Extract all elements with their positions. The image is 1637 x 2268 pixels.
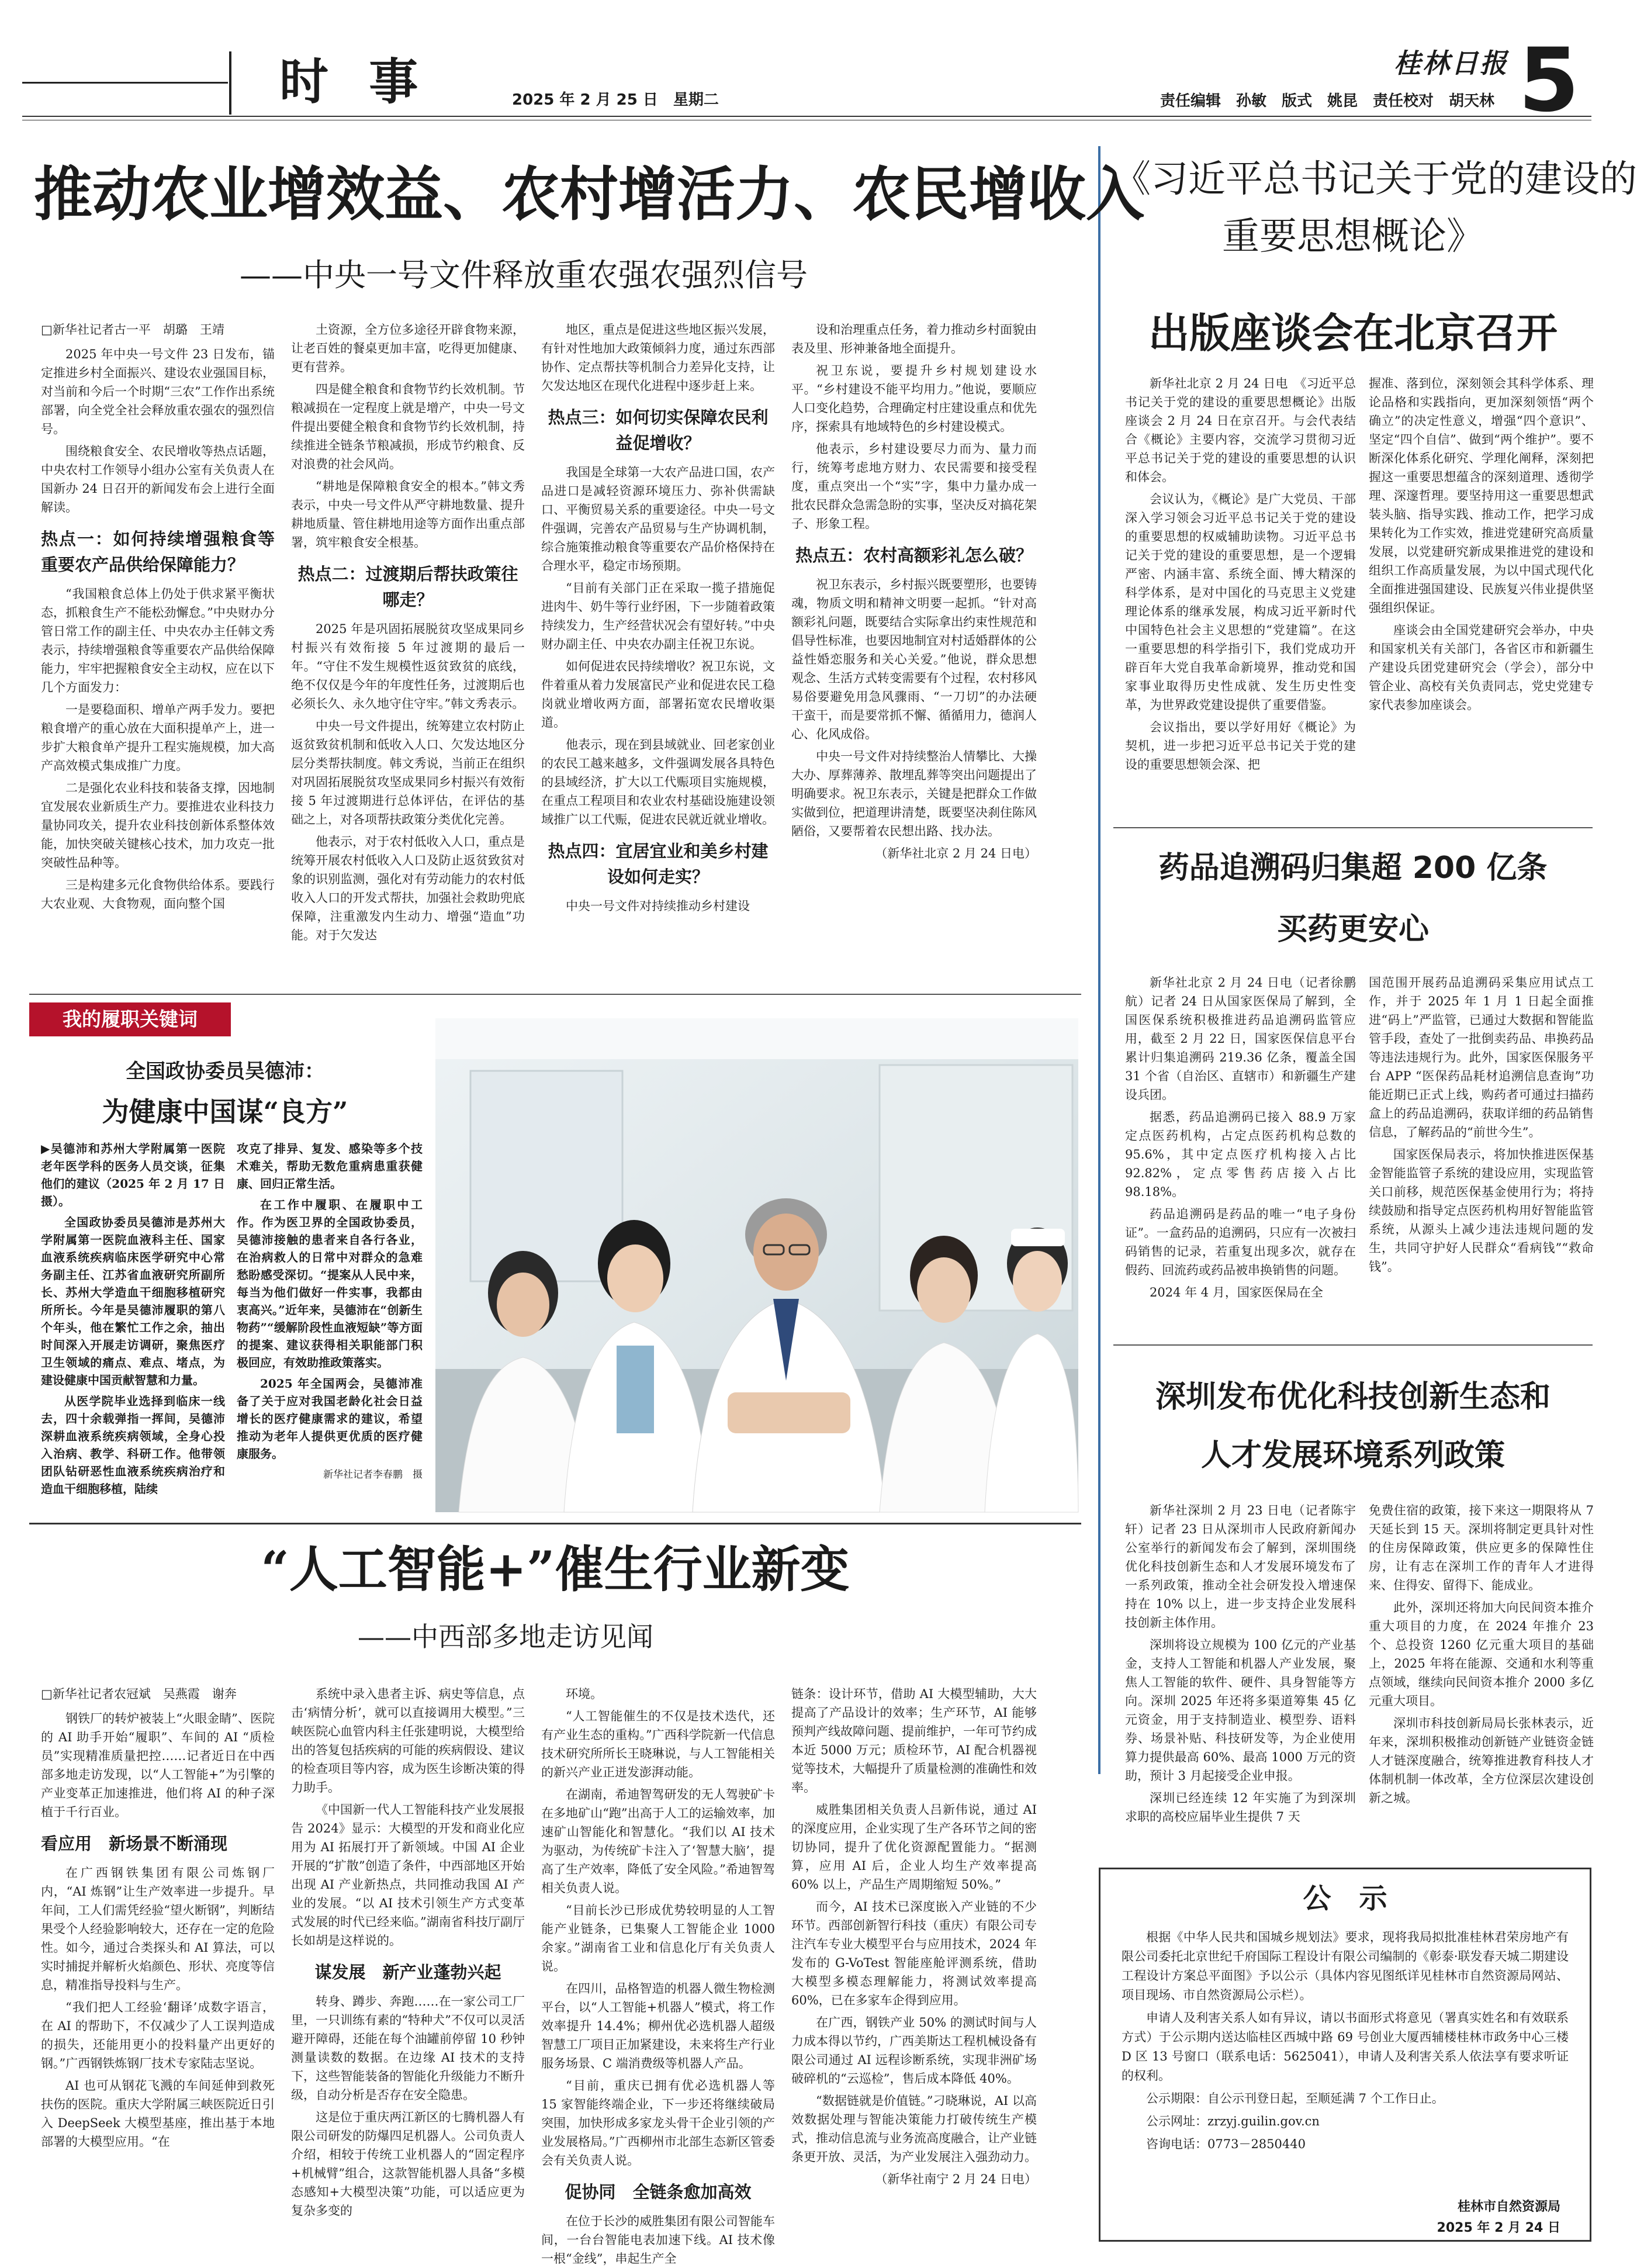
shenzhen-headline-1: 深圳发布优化科技创新生态和 <box>1155 1380 1551 1415</box>
paragraph: 2025 年全国两会，吴德沛准备了关于应对我国老龄化社会日益增长的医疗健康需求的建议，希望推动为老年人提供更优质的医疗健康服务。 <box>237 1377 423 1461</box>
paragraph: 国家医保局表示，将加快推进医保基金智能监管子系统的建设应用，实现监管关口前移，规范医保基金使用行为；将持续鼓励和指导定点医药机构用好智能监管系统，从源头上减少违法违规问题的发生，共同守护好人民群众“看病钱”“救命钱”。 <box>1369 1147 1594 1274</box>
lead-byline: □新华社记者古一平 胡璐 王靖 <box>41 323 224 337</box>
paragraph: 握准、落到位，深刻领会其科学体系、理论品格和实践指向，更加深刻领悟“两个确立”的决定性意义，增强“四个意识”、坚定“四个自信”、做到“两个维护”。要不断深化体系化研究、学理化阐释，深刻把握这一重要思想蕴含的深刻道理、透彻学理、深邃哲理。要坚持用这一重要思想武装头脑、指导实践、推动工作，把学习成果转化为工作实效，推进党建研究高质量发展，以党建研究新成果推进党的建设和组织工作高质量发展，为以中国式现代化全面推进强国建设、民族复兴伟业提供坚强组织保证。 <box>1369 376 1594 615</box>
paragraph: 在位于长沙的威胜集团有限公司智能车间，一台台智能电表加速下线。AI 技术像一根“金线”，串起生产全 <box>541 2214 775 2266</box>
ai-subheadline: ——中西部多地走访见闻 <box>358 1621 653 1652</box>
lead-column-3 <box>541 320 775 984</box>
paragraph: 从医学院毕业选择到临床一线去，四十余载弹指一挥间，吴德沛深耕血液系统疾病领域，全身心投入治病、教学、科研工作。他带领团队钻研恶性血液系统疾病治疗和造血干细胞移植，陆续 <box>41 1394 225 1496</box>
paragraph: “目前，重庆已拥有优必选机器人等 15 家智能终端企业，下一步还将继续破局突围，加快形成多家龙头骨干企业引领的产业发展格局。”广西柳州市北部生态新区管委会有关负责人说。 <box>541 2079 775 2167</box>
section-rule <box>1113 827 1593 828</box>
drug-column-1 <box>1125 973 1356 1336</box>
paragraph: 咨询电话：0773－2850440 <box>1146 2137 1306 2151</box>
lead-column-2 <box>291 320 525 984</box>
paragraph: 链条：设计环节，借助 AI 大模型辅助，大大提高了产品设计的效率；生产环节，AI 能够预判产线故障问题、提前维护，一年可节约成本近 5000 万元；质检环节，AI 配合机器视觉等技术，大幅提升了质量检测的准确性和效率。 <box>791 1687 1037 1795</box>
paragraph: 在工作中履职、在履职中工作。作为医卫界的全国政协委员，吴德沛接触的患者来自各行各业，在治病救人的日常中对群众的急难愁盼感受深切。“提案从人民中来，每当为他们做好一件实事，我都由衷高兴。”近年来，吴德沛在“创新生物药”“缓解阶段性血液短缺”等方面的提案、建议获得相关职能部门积极回应，有效助推政策落实。 <box>237 1198 423 1370</box>
paragraph: 会议指出，要以学好用好《概论》为契机，进一步把习近平总书记关于党的建设的重要思想领会深、把 <box>1125 720 1356 772</box>
notice-title: 公 示 <box>1303 1882 1387 1915</box>
paragraph: “目前长沙已形成优势较明显的人工智能产业链条，已集聚人工智能企业 1000 余家。”湖南省工业和信息化厅有关负责人说。 <box>541 1903 775 1973</box>
subhead: 促协同 全链条愈加高效 <box>565 2182 752 2202</box>
paragraph: 在广西钢铁集团有限公司炼钢厂内，“AI 炼钢”让生产效率进一步提升。早年间，工人们需凭经验“望火断钢”，判断结果受个人经验影响较大，还存在一定的危险性。如今，通过合类探头和 AI 算法，可以实时捕捉并解析火焰颜色、形状、亮度等信息，精准指导投料与生产。 <box>41 1866 275 1992</box>
paragraph: 新华社深圳 2 月 23 日电（记者陈宇轩）记者 23 日从深圳市人民政府新闻办公室举行的新闻发布会了解到，深圳围绕优化科技创新生态和人才发展环境发布了一系列政策，推动全社会研发投入增速保持在 10% 以上，进一步支持企业发展科技创新主体作用。 <box>1125 1503 1356 1630</box>
subhead: 看应用 新场景不断涌现 <box>41 1834 228 1854</box>
subhead: 谋发展 新产业蓬勃兴起 <box>314 1962 501 1982</box>
paragraph: 转身、蹲步、奔跑……在一家公司工厂里，一只训练有素的“特种犬”不仅可以灵活避开障碍，还能在每个油罐前停留 10 秒钟测量读数的数据。在边缘 AI 技术的支持下，这些智能装备的智能化升级能力不断升级，自动分析是否存在安全隐患。 <box>291 1994 525 2102</box>
paragraph: 设和治理重点任务，着力推动乡村面貌由表及里、形神兼备地全面提升。 <box>791 323 1037 355</box>
paragraph: 免费住宿的政策，接下来这一期限将从 7 天延长到 15 天。深圳将制定更具针对性的住房保障政策，供应更多的保障性住房，让有志在深圳工作的青年人才进得来、住得安、留得下、能成业。 <box>1369 1503 1594 1592</box>
subhead: 热点三：如何切实保障农民利益促增收？ <box>548 407 769 453</box>
issue-date: 2025 年 2 月 25 日 星期二 <box>512 91 719 109</box>
paragraph: 钢铁厂的转炉被装上“火眼金睛”、医院的 AI 助手开始“履职”、车间的 AI “质检员”实现精准质量把控……记者近日在中西部多地走访发现，以“人工智能+”为引擎的产业变革正加速推进，他们将 AI 的种子深植于千行百业。 <box>41 1712 275 1819</box>
ai-column-4 <box>791 1685 1037 2246</box>
paragraph: 申请人及利害关系人如有异议，请以书面形式将意见（署真实姓名和有效联系方式）于公示期内送达临桂区西城中路 69 号创业大厦西辅楼桂林市政务中心三楼 D 区 13 号窗口（联系电话：5625041），申请人及利害关系人依法享有要求听证的权利。 <box>1122 2011 1569 2083</box>
paragraph: 土资源，全方位多途径开辟食物来源，让老百姓的餐桌更加丰富，吃得更加健康、更有营养。 <box>291 323 525 374</box>
lead-subheadline: ——中央一号文件释放重农强农强烈信号 <box>240 257 808 293</box>
subhead: 热点一：如何持续增强粮食等重要农产品供给保障能力？ <box>41 529 275 575</box>
paragraph: 环境。 <box>566 1687 603 1701</box>
paragraph: 围绕粮食安全、农民增收等热点话题，中央农村工作领导小组办公室有关负责人在国新办 24 日召开的新闻发布会上进行全面解读。 <box>41 444 275 514</box>
duty-title-1: 全国政协委员吴德沛： <box>126 1060 324 1083</box>
column-divider <box>1098 146 1100 1774</box>
paragraph: 系统中录入患者主诉、病史等信息，点击‘病情分析’，就可以直接调用大模型。”三峡医院心血管内科主任张建明说，大模型给出的答复包括疾病的可能的疾病假设、建议的检查项目等内容，成为医生诊断决策的得力助手。 <box>291 1687 525 1795</box>
paragraph: 中央一号文件对持续推动乡村建设 <box>566 899 750 913</box>
paragraph: 2025 年中央一号文件 23 日发布，锚定推进乡村全面振兴、建设农业强国目标，对当前和今后一个时期“三农”工作作出系统部署，向全党全社会释放重农强农的强烈信号。 <box>41 347 275 436</box>
paragraph: 公示期限：自公示刊登日起，至顺延满 7 个工作日止。 <box>1146 2091 1444 2105</box>
notice-body <box>1122 1928 1569 2179</box>
ai-headline: “人工智能+”催生行业新变 <box>261 1540 850 1598</box>
party-book-title-1: 《习近平总书记关于党的建设的 <box>1113 158 1637 201</box>
duty-title-2: 为健康中国谋“良方” <box>102 1096 348 1128</box>
paragraph: 如何促进农民持续增收？祝卫东说，文件着重从着力发展富民产业和促进农民工稳岗就业增收两方面，部署拓宽农民增收渠道。 <box>541 659 775 730</box>
photo-credit: 新华社记者李春鹏 摄 <box>323 1469 423 1481</box>
paragraph: 国范围开展药品追溯码采集应用试点工作，并于 2025 年 1 月 1 日起全面推进“码上”严监管，已通过大数据和智能监管手段，查处了一批倒卖药品、串换药品等违法违规行为。此外，国家医保服务平台 APP “医保药品耗材追溯信息查询”功能近期已正式上线，购药者可通过扫描药盒上的药品追溯码，获取详细的药品销售信息，了解药品的“前世今生”。 <box>1369 976 1594 1139</box>
ai-column-1 <box>41 1685 275 2246</box>
dateline: （新华社北京 2 月 24 日电） <box>875 846 1037 860</box>
notice-org: 桂林市自然资源局 <box>1457 2200 1560 2214</box>
paragraph: 会议认为，《概论》是广大党员、干部深入学习领会习近平总书记关于党的建设的重要思想的权威辅助读物。习近平总书记关于党的建设的重要思想，是一个逻辑严密、内涵丰富、系统全面、博大精深的科学体系，是对中国化的马克思主义党建理论体系的继承发展，构成习近平新时代中国特色社会主义思想的“党建篇”。在这一重要思想的科学指引下，我们党成功开辟百年大党自我革命新境界，推动党和国家事业取得历史性成就、发生历史性变革，为世界政党建设提供了重要借鉴。 <box>1125 492 1356 712</box>
lead-column-4 <box>791 320 1037 984</box>
paragraph: “目前有关部门正在采取一揽子措施促进肉牛、奶牛等行业纾困，下一步随着政策持续发力，生产经营状况会有望好转。”中央财办副主任、中央农办副主任祝卫东说。 <box>541 581 775 651</box>
paragraph: 祝卫东说，要提升乡村规划建设水平。“乡村建设不能平均用力。”他说，要顺应人口变化趋势，合理确定村庄建设重点和优先序，探索具有地域特色的乡村建设模式。 <box>791 364 1037 434</box>
paragraph: 新华社北京 2 月 24 日电 《习近平总书记关于党的建设的重要思想概论》出版座谈会 2 月 24 日在京召开。与会代表结合《概论》主要内容，交流学习贯彻习近平总书记关于党的建设的重要思想的认识和体会。 <box>1125 376 1356 484</box>
paragraph: 据悉，药品追溯码已接入 88.9 万家定点医药机构，占定点医药机构总数的 95.6%，其中定点医疗机构接入占比 92.82%，定点零售药店接入占比 98.18%。 <box>1125 1110 1356 1199</box>
news-photo <box>435 1018 1078 1512</box>
paragraph: “数据链就是价值链。”刁晓琳说，AI 以高效数据处理与智能决策能力打破传统生产模式，推动信息流与业务流高度融合，让产业链条更开放、灵活，为产业发展注入强劲动力。 <box>791 2094 1037 2164</box>
paragraph: 此外，深圳还将加大向民间资本推介重大项目的力度，在 2024 年推介 23 个、总投资 1260 亿元重大项目的基础上，2025 年将在能源、交通和水利等重点领域，继续向民间资本推介 2000 多亿元重大项目。 <box>1369 1600 1594 1708</box>
paragraph: 座谈会由全国党建研究会举办，中央和国家机关有关部门，各省区市和新疆生产建设兵团党建研究会（学会），部分中管企业、高校有关负责同志，党史党建专家代表参加座谈会。 <box>1369 623 1594 712</box>
public-notice-box <box>1099 1868 1591 2242</box>
paragraph: 四是健全粮食和食物节约长效机制。节粮减损在一定程度上就是增产，中央一号文件提出要健全粮食和食物节约长效机制，持续推进全链条节粮减损，形成节约粮食、反对浪费的社会风尚。 <box>291 382 525 471</box>
masthead-divider <box>229 51 231 115</box>
lead-headline: 推动农业增效益、农村增活力、农民增收入 <box>34 160 1144 229</box>
shenzhen-column-2 <box>1369 1501 1594 1843</box>
party-column-2 <box>1369 374 1594 818</box>
paragraph: 在湖南，希迪智驾研发的无人驾驶矿卡在多地矿山“跑”出高于人工的运输效率，加速矿山智能化和智慧化。“我们以 AI 技术为驱动，为传统矿卡注入了‘智慧大脑’，提高了生产效率，降低了安全风险。”希迪智驾相关负责人说。 <box>541 1788 775 1895</box>
paragraph: 一是要稳面积、增单产两手发力。要把粮食增产的重心放在大面积提单产上，进一步扩大粮食单产提升工程实施规模，加大高产高效模式集成推广力度。 <box>41 703 275 773</box>
section-rule <box>1113 1344 1593 1346</box>
photo-caption: ▶吴德沛和苏州大学附属第一医院老年医学科的医务人员交谈，征集他们的建议（2025 年 2 月 17 日摄）。 <box>41 1142 225 1208</box>
duty-column-2 <box>237 1140 423 1514</box>
paragraph: 2025 年是巩固拓展脱贫攻坚成果同乡村振兴有效衔接 5 年过渡期的最后一年。“守住不发生规模性返贫致贫的底线，绝不仅仅是今年的年度性任务，过渡期后也必须长久、永久地守住守牢。”韩文秀表示。 <box>291 622 525 711</box>
subhead: 热点二：过渡期后帮扶政策往哪走？ <box>297 564 518 610</box>
subhead: 热点五：农村高额彩礼怎么破？ <box>795 545 1033 565</box>
paragraph: 中央一号文件对持续整治人情攀比、大操大办、厚葬薄养、散埋乱葬等突出问题提出了明确要求。祝卫东表示，关键是把群众工作做实做到位，把道理讲清楚，既要坚决刹住陈风陋俗，又要帮着农民想出路、找办法。 <box>791 749 1037 838</box>
paragraph: 2024 年 4 月，国家医保局在全 <box>1150 1285 1323 1299</box>
paragraph: “耕地是保障粮食安全的根本。”韩文秀表示，中央一号文件从严守耕地数量、提升耕地质量、管住耕地用途等方面作出重点部署，筑牢粮食安全根基。 <box>291 479 525 549</box>
drug-headline-1: 药品追溯码归集超 200 亿条 <box>1158 850 1548 886</box>
paragraph: 二是强化农业科技和装备支撑，因地制宜发展农业新质生产力。要推进农业科技力量协同攻关，提升农业科技创新体系整体效能，加快突破关键核心技术，加力攻克一批突破性品种等。 <box>41 781 275 870</box>
paragraph: 威胜集团相关负责人吕新伟说，通过 AI 的深度应用，企业实现了生产各环节之间的密切协同，提升了优化资源配置能力。“据测算，应用 AI 后，企业人均生产效率提高 60% 以上，产品生产周期缩短 50%。” <box>791 1803 1037 1892</box>
paragraph: 在广西，钢铁产业 50% 的测试时间与人力成本得以节约，广西美斯达工程机械设备有限公司通过 AI 远程诊断系统，实现非洲矿场破碎机的“云巡检”，售后成本降低 40%。 <box>791 2015 1037 2086</box>
page-number: 5 <box>1518 30 1580 132</box>
notice-date: 2025 年 2 月 24 日 <box>1437 2221 1560 2235</box>
editors-line: 责任编辑 孙敏 版式 姚昆 责任校对 胡天林 <box>1160 92 1495 110</box>
duty-column-1 <box>41 1140 225 1514</box>
masthead-rule-bottom <box>22 116 1591 117</box>
masthead-rule-left <box>22 82 228 84</box>
ai-column-2 <box>291 1685 525 2246</box>
drug-column-2 <box>1369 973 1594 1336</box>
paragraph: 新华社北京 2 月 24 日电（记者徐鹏航）记者 24 日从国家医保局了解到，全国医保系统积极推进药品追溯码监管应用，截至 2 月 22 日，国家医保信息平台累计归集追溯码 219.36 亿条，覆盖全国 31 个省（自治区、直辖市）和新疆生产建设兵团。 <box>1125 976 1356 1102</box>
paragraph: 他表示，乡村建设要尽力而为、量力而行，统筹考虑地方财力、农民需要和接受程度，重点突出一个“实”字，集中力量办成一批农民群众急需急盼的实事，坚决反对搞花架子、形象工程。 <box>791 442 1037 531</box>
lead-column-1 <box>41 320 275 984</box>
duty-label: 我的履职关键词 <box>29 1002 231 1036</box>
paragraph: 攻克了排异、复发、感染等多个技术难关，帮助无数危重病患重获健康、回归正常生活。 <box>237 1142 423 1191</box>
paragraph: 他表示，对于农村低收入人口，重点是统筹开展农村低收入人口及防止返贫致贫对象的识别监测，强化对有劳动能力的农村低收入人口的开发式帮扶，加强社会救助兜底保障，注重激发内生动力、增强“造血”功能。对于欠发达 <box>291 835 525 942</box>
paragraph: 药品追溯码是药品的唯一“电子身份证”。一盒药品的追溯码，只应有一次被扫码销售的记录，若重复出现多次，就存在假药、回流药或药品被串换销售的问题。 <box>1125 1207 1356 1277</box>
section-rule <box>29 1523 1081 1524</box>
paragraph: 根据《中华人民共和国城乡规划法》要求，现将我局拟批准桂林君荣房地产有限公司委托北京世纪千府国际工程设计有限公司编制的《彰泰·联发春天城二期建设工程设计方案总平面图》予以公示（具体内容见图纸详见桂林市自然资源局网站、项目现场、市自然资源局公示栏）。 <box>1122 1930 1569 2002</box>
party-book-title-3: 出版座谈会在北京召开 <box>1148 309 1558 357</box>
paragraph: 中央一号文件提出，统筹建立农村防止返贫致贫机制和低收入人口、欠发达地区分层分类帮扶制度。韩文秀说，当前正在组织对巩固拓展脱贫攻坚成果同乡村振兴有效衔接 5 年过渡期进行总体评估，在评估的基础之上，对各项帮扶政策分类优化完善。 <box>291 719 525 827</box>
drug-headline-2: 买药更安心 <box>1276 912 1429 947</box>
section-title: 时 事 <box>279 53 430 110</box>
party-column-1 <box>1125 374 1356 818</box>
party-book-title-2: 重要思想概论》 <box>1222 215 1484 258</box>
section-rule <box>29 994 1081 995</box>
paragraph: “人工智能催生的不仅是技术迭代，还有产业生态的重构。”广西科学院新一代信息技术研究所所长王晓琳说，与人工智能相关的新兴产业正迸发澎湃动能。 <box>541 1709 775 1779</box>
paper-logo: 桂林日报 <box>1394 47 1508 79</box>
paragraph: 他表示，现在到县域就业、回老家创业的农民工越来越多，文件强调发展各具特色的县域经济，扩大以工代赈项目实施规模，在重点工程项目和农业农村基础设施建设领域推广以工代赈，促进农民就近就业增收。 <box>541 738 775 827</box>
doctors-photo-illustration <box>435 1018 1078 1512</box>
paragraph: 祝卫东表示，乡村振兴既要塑形，也要铸魂，物质文明和精神文明要一起抓。“针对高额彩礼问题，既要结合实际拿出约束性规范和倡导性标准，也要因地制宜对村适婚群体的公益性婚恋服务和关心关爱。”他说，群众思想观念、生活方式转变需要有个过程，农村移风易俗要避免用急风骤雨、“一刀切”的办法硬干蛮干，而是要常抓不懈、循循用力，德润人心、化风成俗。 <box>791 578 1037 741</box>
paragraph: 深圳市科技创新局局长张林表示，近年来，深圳积极推动创新链产业链资金链人才链深度融合，统筹推进教育科技人才体制机制一体改革，全方位深层次建设创新之城。 <box>1369 1716 1594 1805</box>
ai-column-3 <box>541 1685 775 2266</box>
paragraph: 我国是全球第一大农产品进口国，农产品进口是减轻资源环境压力、弥补供需缺口、平衡贸易关系的重要途径。中央一号文件强调，完善农产品贸易与生产协调机制，综合施策推动粮食等重要农产品价格保持在合理水平，稳定市场预期。 <box>541 465 775 573</box>
paragraph: 地区，重点是促进这些地区振兴发展，有针对性地加大政策倾斜力度，通过东西部协作、定点帮扶等机制合力差异化支持，让欠发达地区在现代化进程中逐步赶上来。 <box>541 323 775 393</box>
paragraph: “我们把人工经验‘翻译’成数字语言，在 AI 的帮助下，不仅减少了人工误判造成的损失，还能用更小的投料量产出更好的钢。”广西钢铁炼钢厂技术专家陆志坚说。 <box>41 2000 275 2070</box>
shenzhen-headline-2: 人才发展环境系列政策 <box>1200 1438 1505 1473</box>
subhead: 热点四：宜居宜业和美乡村建设如何走实？ <box>548 841 769 887</box>
paragraph: 深圳已经连续 12 年实施了为到深圳求职的高校应届毕业生提供 7 天 <box>1125 1791 1356 1824</box>
paragraph: 深圳将设立规模为 100 亿元的产业基金，支持人工智能和机器人产业发展，聚焦人工智能的软件、硬件、具身智能等方向。深圳 2025 年还将多渠道筹集 45 亿元资金，用于支持制造业、模型券、语料券、场景补贴、科技研发等，为企业使用算力提供最高 60%、最高 1000 万元的资助，预计 3 月起接受企业申报。 <box>1125 1638 1356 1783</box>
paragraph: 在四川，品格智造的机器人微生物检测平台，以“人工智能+机器人”模式，将工作效率提升 14.4%；柳州优必选机器人超级智慧工厂项目正加紧建设，未来将生产行业服务场景、C 端消费级等机器人产品。 <box>541 1982 775 2070</box>
paragraph: 三是构建多元化食物供给体系。要践行大农业观、大食物观，面向整个国 <box>41 878 275 911</box>
dateline: （新华社南宁 2 月 24 日电） <box>875 2172 1037 2186</box>
shenzhen-column-1 <box>1125 1501 1356 1843</box>
paragraph: 这是位于重庆两江新区的七腾机器人有限公司研发的防爆四足机器人。公司负责人介绍，相较于传统工业机器人的“固定程序+机械臂”组合，这款智能机器人具备“多模态感知+大模型决策”功能，可以适应更为复杂多变的 <box>291 2110 525 2218</box>
paragraph: 公示网址：zrzyj.guilin.gov.cn <box>1146 2114 1320 2128</box>
paragraph: 《中国新一代人工智能科技产业发展报告 2024》显示：大模型的开发和商业化应用为 AI 拓展打开了新领域。中国 AI 企业开展的“扩散”创造了条件，中西部地区开始出现 AI 产业新热点，共同推动我国 AI 产业的发展。“以 AI 技术引领生产方式变革式发展的时代已经来临。”湖南省科技厅副厅长如胡是这样说的。 <box>291 1803 525 1948</box>
paragraph: 而今，AI 技术已深度嵌入产业链的不少环节。西部创新智行科技（重庆）有限公司专注汽车专业大模型平台与应用技术，2024 年发布的 G-VoTest 智能座舱评测系统，借助大模型多模态理解能力，将测试效率提高 60%，已在多家车企得到应用。 <box>791 1900 1037 2007</box>
paragraph: “我国粮食总体上仍处于供求紧平衡状态，抓粮食生产不能松劲懈怠。”中央财办分管日常工作的副主任、中央农办主任韩文秀表示，持续增强粮食等重要农产品供给保障能力，牢牢把握粮食安全主动权，应在以下几个方面发力： <box>41 587 275 694</box>
paragraph: 全国政协委员吴德沛是苏州大学附属第一医院血液科主任、国家血液系统疾病临床医学研究中心常务副主任、江苏省血液研究所副所长、苏州大学造血干细胞移植研究所所长。今年是吴德沛履职的第八个年头，他在繁忙工作之余，抽出时间深入开展走访调研，聚焦医疗卫生领域的痛点、难点、堵点，为建设健康中国贡献智慧和力量。 <box>41 1215 225 1387</box>
paragraph: AI 也可从钢花飞溅的车间延伸到救死扶伤的医院。重庆大学附属三峡医院近日引入 DeepSeek 大模型基座，推出基于本地部署的大模型应用。“在 <box>41 2079 275 2149</box>
ai-byline: □新华社记者农冠斌 吴燕霞 谢奔 <box>41 1687 237 1701</box>
